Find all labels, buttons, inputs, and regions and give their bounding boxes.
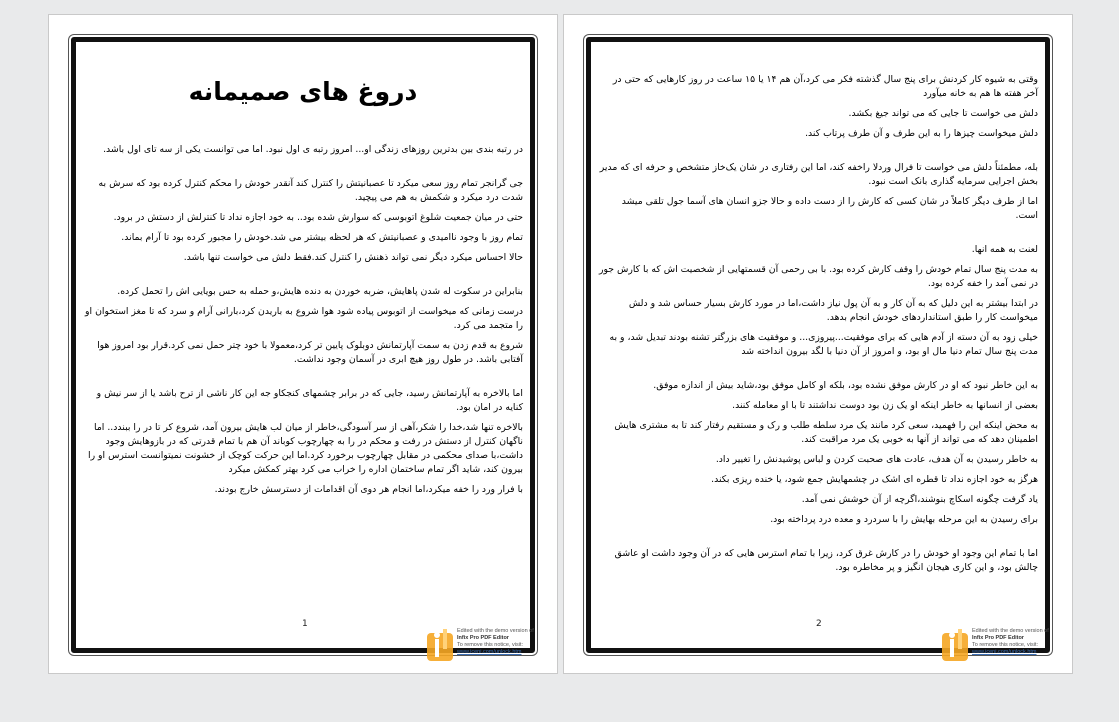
watermark-line-3: To remove this notice, visit:: [972, 642, 1039, 648]
watermark: [425, 625, 543, 665]
paragraph-spacer: [83, 163, 523, 177]
paragraph: دلش می خواست تا جایی که می تواند جیغ بکشد.: [848, 108, 1038, 119]
paragraph: درست زمانی که میخواست از اتوبوس پیاده شود هوا شروع به باریدن کرد،بارانی آرام و سرد که تا مغز استخوان او را متجمد می کرد.: [85, 306, 523, 331]
paragraph-spacer: [598, 533, 1038, 547]
page-number: 2: [816, 619, 822, 629]
paragraph-spacer: [83, 271, 523, 285]
paragraph: یاد گرفت چگونه اسکاچ بنوشند،اگرچه از آن خوشش نمی آمد.: [801, 494, 1038, 505]
paragraph: وقتی به شیوه کار کردنش برای پنج سال گذشته فکر می کرد،آن هم ۱۴ یا ۱۵ ساعت در روز کارهایی که حتی در آخر هفته ها هم به خانه میآورد: [612, 74, 1038, 99]
paragraph: اما با تمام این وجود او خودش را در کارش غرق کرد، زیرا با تمام استرس هایی که در آن وجود داشت او عاشق چالش بود، و این کاری هیجان انگیز و پر مخاطره بود.: [614, 548, 1038, 573]
paragraph-spacer: [598, 147, 1038, 161]
paragraph: به محض اینکه این را فهمید، سعی کرد مانند یک مرد سلطه طلب و رک و مستقیم رفتار کند تا به مشتری هایش اطمینان دهد که می تواند از آنها به خوبی یک مرد مراقبت کند.: [614, 420, 1038, 445]
page-number: 1: [302, 619, 308, 629]
paragraph: شروع به قدم زدن به سمت آپارتمانش دوبلوک پایین تر کرد،معمولا با خود چتر حمل نمی کرد.قرار بود امروز هوا آفتابی باشد. در طول روز هیچ ابری در آسمان وجود نداشت.: [97, 340, 523, 365]
watermark-link[interactable]: www.iceni.com/unlock.htm: [457, 649, 522, 655]
watermark-line-1: Edited with the demo version of: [457, 628, 534, 634]
paragraph: با فرار ورد را خفه میکرد،اما انجام هر دوی آن اقدامات از دسترسش خارج بودند.: [214, 484, 523, 495]
paragraph: اما از طرف دیگر کاملاً در شان کسی که کارش را از دست داده و حالا جزو انسان های آسما جول تلقی میشد است.: [621, 196, 1038, 221]
document-title: دروغ های صمیمانه: [188, 77, 418, 106]
paragraph-spacer: [83, 373, 523, 387]
paragraph: حالا احساس میکرد دیگر نمی تواند ذهنش را کنترل کند.فقط دلش می خواست تنها باشد.: [183, 252, 523, 263]
paragraph: تمام روز با وجود ناامیدی و عصبانیتش که هر لحظه بیشتر می شد.خودش را مجبور کرده بود تا آرام بماند.: [121, 232, 523, 243]
paragraph: برای رسیدن به این مرحله بهایش را با سردرد و معده درد پرداخته بود.: [770, 514, 1038, 525]
paragraph: به خاطر رسیدن به آن هدف، عادت های صحبت کردن و لباس پوشیدنش را تغییر داد.: [715, 454, 1038, 465]
paragraph: به این خاطر نبود که او در کارش موفق نشده بود، بلکه او کامل موفق بود،شاید بیش از اندازه موفق.: [653, 380, 1038, 391]
paragraph: بعضی از انسانها به خاطر اینکه او یک زن بود دوست نداشتند تا با او معامله کنند.: [732, 400, 1038, 411]
infix-logo-icon: [425, 625, 457, 665]
paragraph: دلش میخواست چیزها را به این طرف و آن طرف پرتاب کند.: [805, 128, 1038, 139]
paragraph: بله، مطمئناً دلش می خواست تا فرال وردلا راخفه کند، اما این رفتاری در شان یک‌خاز متشخص و حرفه ای که مدیر بخش اجرایی سرمایه گذاری بانک است نبود.: [599, 162, 1038, 187]
watermark-line-2: Infix Pro PDF Editor: [457, 635, 509, 641]
paragraph: خیلی زود به آن دسته از آدم هایی که برای موفقیت...پیروزی... و موفقیت های بزرگتر تشنه بودند تبدیل شد، و به مدت پنج سال تمام دنیا مال او بود، و امروز از آن دنیا با لگد بیرون انداخته شد: [609, 332, 1038, 357]
document-page-1: [48, 14, 558, 674]
infix-logo-icon: [940, 625, 972, 665]
page-2-content: [598, 73, 1038, 633]
paragraph: در ابتدا بیشتر به این دلیل که به آن کار و به آن پول نیاز داشت،اما در مورد کارش بسیار حساس شد و دلش میخواست کار را طبق استانداردهای خودش انجام بدهد.: [628, 298, 1038, 323]
paragraph: اما بالاخره به آپارتمانش رسید، جایی که در برابر چشمهای کنجکاو جه این کار ناشی از ترح باشد یا از سر نیش و کنایه در امان بود.: [96, 388, 523, 413]
paragraph: بالاخره تنها شد،خدا را شکر،آهی از سر آسودگی،خاطر از میان لب هایش بیرون آمد، شروع کر تا در را ببندد.. اما ناگهان کنترل از دستش در رفت و محکم در را به چهارچوب کوباند آن هم با تمام قدرتی که در بازوهایش وجود داشت،با صدای محکمی در مقابل چهارچوب برخورد کرد.اما این حرکت کوچک از خشونت نمیتوانست استرس او را بیرون کند، شاید اگر تمام ساختمان اداره را خراب می کرد بهتر کمکش میکرد: [88, 422, 523, 475]
paragraph: بنابراین در سکوت له شدن پاهایش، ضربه خوردن به دنده هایش،و حمله به حس بویایی اش را تحمل کرده.: [117, 286, 523, 297]
watermark-line-3: To remove this notice, visit:: [457, 642, 524, 648]
page-1-content: [83, 55, 523, 633]
watermark-line-2: Infix Pro PDF Editor: [972, 635, 1024, 641]
paragraph: در رتبه بندی بین بدترین روزهای زندگی او... امروز رتبه ی اول نبود. اما می توانست یکی از سه تای اول باشد.: [103, 144, 523, 155]
paragraph: لعنت به همه انها.: [971, 244, 1038, 255]
document-page-2: [563, 14, 1073, 674]
watermark: [940, 625, 1058, 665]
paragraph-spacer: [598, 365, 1038, 379]
paragraph: هرگز به خود اجازه نداد تا قطره ای اشک در چشمهایش جمع شود، یا خنده ریزی بکند.: [711, 474, 1038, 485]
paragraph: حتی در میان جمعیت شلوغ اتوبوسی که سوارش شده بود.. به خود اجازه نداد تا کنترلش از دستش در برود.: [113, 212, 523, 223]
paragraph: جی گرانجر تمام روز سعی میکرد تا عصبانیتش را کنترل کند آنقدر خودش را محکم کنترل کرده بود که سرش به شدت درد میکرد و شکمش به هم می پیچید.: [98, 178, 523, 203]
watermark-line-1: Edited with the demo version of: [972, 628, 1049, 634]
paragraph-spacer: [598, 229, 1038, 243]
paragraph: به مدت پنج سال تمام خودش را وقف کارش کرده بود. با بی رحمی آن قسمتهایی از شخصیت اش که با کارش جور در نمی آمد را خفه کرده بود.: [599, 264, 1038, 289]
watermark-link[interactable]: www.iceni.com/unlock.htm: [972, 649, 1037, 655]
